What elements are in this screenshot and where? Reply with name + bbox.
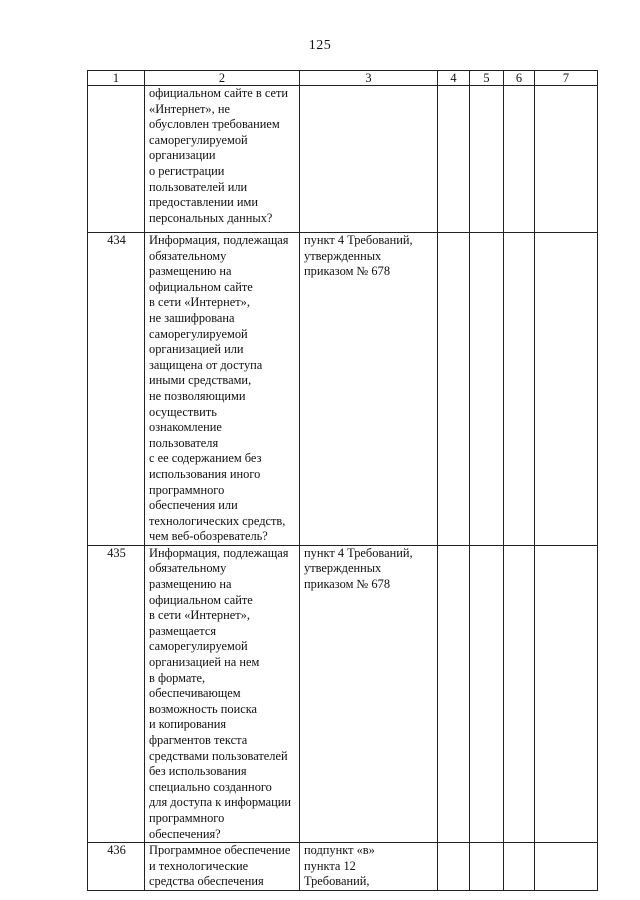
- table-row: [88, 843, 598, 891]
- answer-cell-7: [535, 545, 598, 842]
- answer-cell-6: [504, 843, 535, 891]
- row-number: [88, 86, 145, 233]
- column-header-3: 3: [300, 71, 438, 86]
- row-number: 435: [88, 545, 145, 842]
- table-row: [88, 233, 598, 546]
- answer-cell-7: [535, 233, 598, 546]
- column-header-2: 2: [145, 71, 300, 86]
- answer-cell-7: [535, 86, 598, 233]
- column-header-5: 5: [470, 71, 504, 86]
- column-header-6: 6: [504, 71, 535, 86]
- question-text: Информация, подлежащая обязательному размещению на официальном сайте в сети «Интернет», размещается саморегулируемой организацией на нем в формате, обеспечивающем возможность поиска и копирования фрагментов текста средствами пользователей без использования специально созданного для доступа к информации программного обеспечения?: [145, 545, 300, 842]
- answer-cell-4: [438, 86, 470, 233]
- answer-cell-4: [438, 545, 470, 842]
- legal-reference: [300, 86, 438, 233]
- answer-cell-5: [470, 545, 504, 842]
- row-number: 436: [88, 843, 145, 891]
- legal-reference: пункт 4 Требований, утвержденных приказом № 678: [300, 233, 438, 546]
- table-row: [88, 86, 598, 233]
- answer-cell-6: [504, 86, 535, 233]
- column-header-4: 4: [438, 71, 470, 86]
- page-number: 125: [308, 38, 332, 53]
- answer-cell-5: [470, 233, 504, 546]
- answer-cell-4: [438, 843, 470, 891]
- legal-reference: подпункт «в» пункта 12 Требований,: [300, 843, 438, 891]
- table-row: [88, 545, 598, 842]
- answer-cell-7: [535, 843, 598, 891]
- question-text: Программное обеспечение и технологические средства обеспечения: [145, 843, 300, 891]
- checklist-table: [87, 70, 598, 891]
- column-header-7: 7: [535, 71, 598, 86]
- question-text: официальном сайте в сети «Интернет», не обусловлен требованием саморегулируемой организации о регистрации пользователей или предоставлении ими персональных данных?: [145, 86, 300, 233]
- answer-cell-4: [438, 233, 470, 546]
- answer-cell-6: [504, 545, 535, 842]
- answer-cell-5: [470, 86, 504, 233]
- answer-cell-6: [504, 233, 535, 546]
- row-number: 434: [88, 233, 145, 546]
- answer-cell-5: [470, 843, 504, 891]
- column-header-1: 1: [88, 71, 145, 86]
- question-text: Информация, подлежащая обязательному размещению на официальном сайте в сети «Интернет», не зашифрована саморегулируемой организацией или защищена от доступа иными средствами, не позволяющими осуществить ознакомление пользователя с ее содержанием без использования иного программного обеспечения или технологических средств, чем веб-обозреватель?: [145, 233, 300, 546]
- legal-reference: пункт 4 Требований, утвержденных приказом № 678: [300, 545, 438, 842]
- table-header-row: [88, 71, 598, 86]
